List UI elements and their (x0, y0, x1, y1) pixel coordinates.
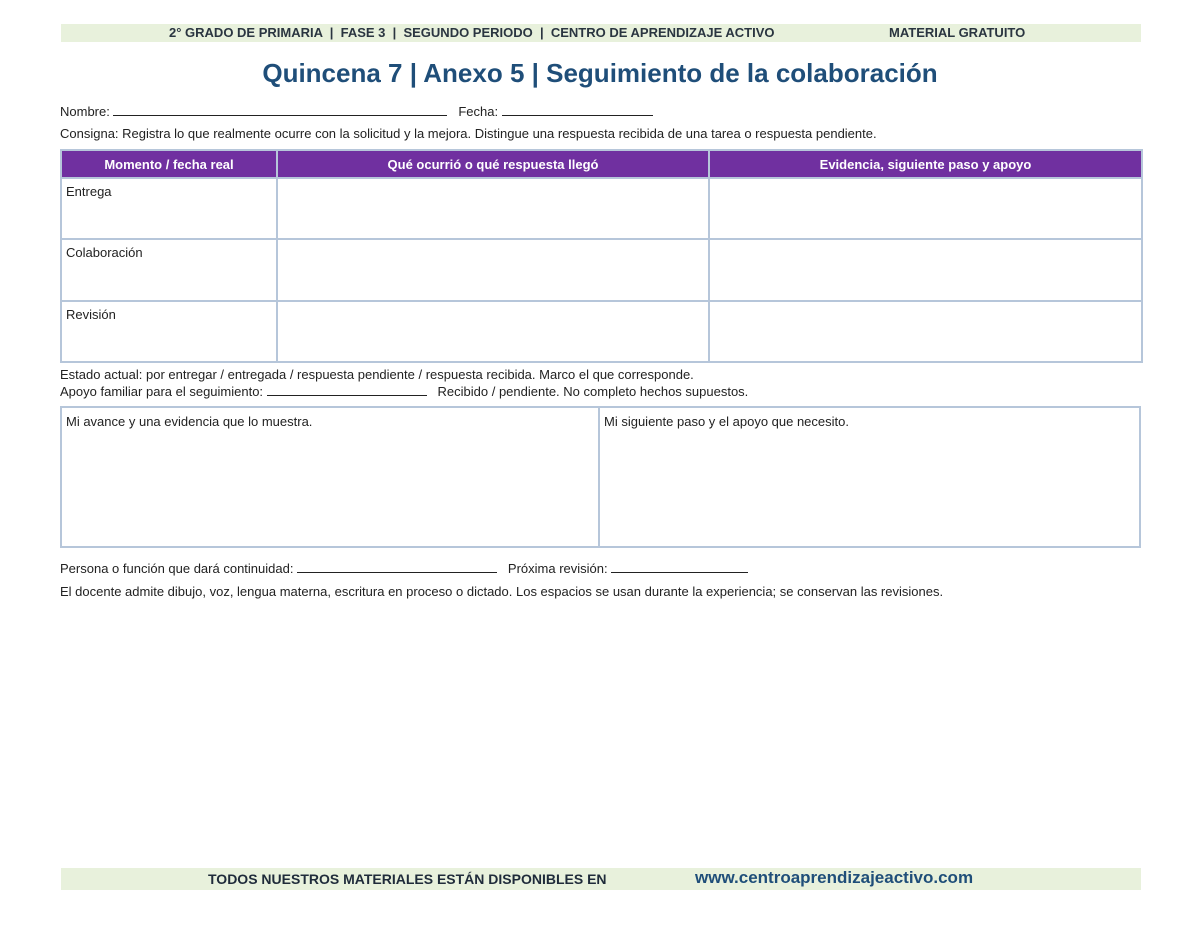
table-header-row (61, 150, 1142, 178)
page-title: Quincena 7 | Anexo 5 | Seguimiento de la colaboración (262, 58, 938, 88)
name-field[interactable] (113, 103, 447, 116)
tracking-table (60, 149, 1143, 363)
date-label: Fecha: (458, 104, 499, 119)
followup-line (60, 560, 748, 576)
cell-what-happened[interactable] (277, 301, 709, 362)
row-label-revision: Revisión (61, 301, 277, 362)
progress-evidence-box[interactable] (60, 406, 600, 548)
footer-website-link[interactable]: www.centroaprendizajeactivo.com (695, 868, 974, 887)
header-grade-info: 2° GRADO DE PRIMARIA | FASE 3 | SEGUNDO PERIODO | CENTRO DE APRENDIZAJE ACTIVO (169, 25, 775, 40)
next-step-label: Mi siguiente paso y el apoyo que necesito. (604, 414, 849, 429)
cell-evidence[interactable] (709, 239, 1142, 301)
footer-text: TODOS NUESTROS MATERIALES ESTÁN DISPONIBLES EN (208, 871, 607, 887)
header-free-material: MATERIAL GRATUITO (889, 25, 1026, 40)
table-row (61, 178, 1142, 239)
next-review-field[interactable] (611, 560, 748, 573)
person-field[interactable] (297, 560, 497, 573)
cell-what-happened[interactable] (277, 239, 709, 301)
progress-evidence-label: Mi avance y una evidencia que lo muestra. (66, 414, 313, 429)
support-status: Recibido / pendiente. No completo hechos supuestos. (437, 384, 749, 399)
instruction: Consigna: Registra lo que realmente ocurre con la solicitud y la mejora. Distingue una respuesta recibida de una tarea o respuesta pendiente. (60, 126, 877, 141)
teacher-note: El docente admite dibujo, voz, lengua materna, escritura en proceso o dictado. Los espacios se usan durante la experiencia; se conservan las revisiones. (60, 584, 944, 599)
row-label-colaboracion: Colaboración (61, 239, 277, 301)
cell-evidence[interactable] (709, 178, 1142, 239)
support-field[interactable] (267, 383, 427, 396)
footer-band (61, 868, 1141, 890)
table-row (61, 239, 1142, 301)
support-label: Apoyo familiar para el seguimiento: (60, 384, 264, 399)
date-field[interactable] (502, 103, 653, 116)
cell-what-happened[interactable] (277, 178, 709, 239)
column-header-what-happened: Qué ocurrió o qué respuesta llegó (277, 150, 709, 178)
row-label-entrega: Entrega (61, 178, 277, 239)
reflection-boxes (60, 406, 1141, 552)
name-date-line (60, 103, 653, 119)
column-header-evidence: Evidencia, siguiente paso y apoyo (709, 150, 1142, 178)
column-header-moment: Momento / fecha real (61, 150, 277, 178)
support-line (60, 383, 748, 399)
status-line: Estado actual: por entregar / entregada / respuesta pendiente / respuesta recibida. Marco el que corresponde. (60, 367, 694, 382)
next-step-box[interactable] (598, 406, 1141, 548)
name-label: Nombre: (60, 104, 110, 119)
person-label: Persona o función que dará continuidad: (60, 561, 294, 576)
cell-evidence[interactable] (709, 301, 1142, 362)
table-row (61, 301, 1142, 362)
header-band (61, 24, 1141, 42)
next-review-label: Próxima revisión: (507, 561, 608, 576)
